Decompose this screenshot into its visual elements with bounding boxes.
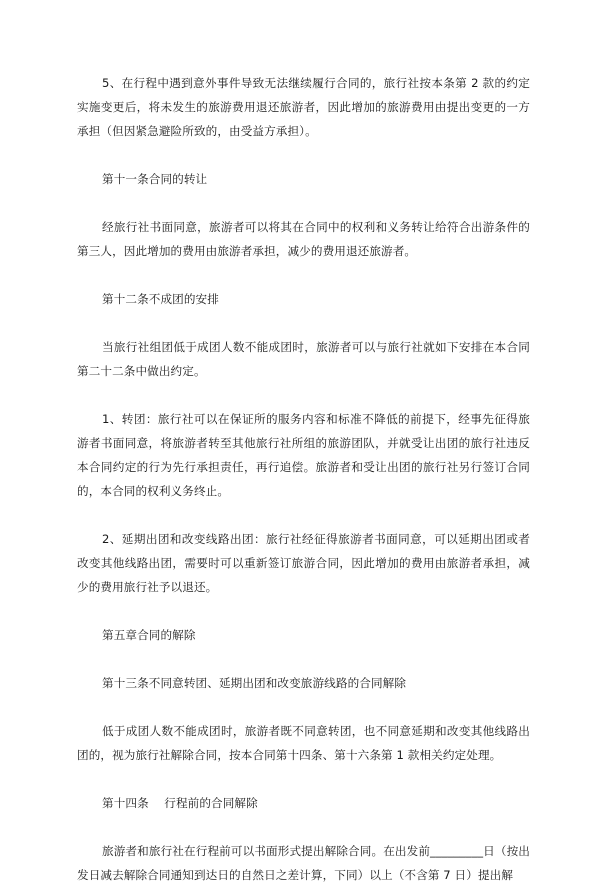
heading-chapter-5: 第五章合同的解除 bbox=[102, 628, 196, 642]
heading-article-14: 第十四条 行程前的合同解除 bbox=[102, 796, 258, 810]
paragraph-delay-route: 2、延期出团和改变线路出团：旅行社经征得旅游者书面同意，可以延期出团或者改变其他线路出团，需要时可以重新签订旅游合同，因此增加的费用由旅游者承担，减少的费用旅行社予以退还。 bbox=[77, 532, 530, 594]
paragraph-transfer-group: 1、转团：旅行社可以在保证所的服务内容和标准不降低的前提下，经事先征得旅游者书面同意，将旅游者转至其他旅行社所组的旅游团队，并就受让出团的旅行社违反本合同约定的行为先行承担责任，再行追偿。旅游者和受让出团的旅行社另行签订合同的，本合同的权利义务终止。 bbox=[77, 412, 530, 498]
heading-article-12: 第十二条不成团的安排 bbox=[102, 292, 219, 306]
heading-article-13: 第十三条不同意转团、延期出团和改变旅游线路的合同解除 bbox=[102, 676, 407, 690]
paragraph-cancel-not-agree: 低于成团人数不能成团时，旅游者既不同意转团，也不同意延期和改变其他线路出团的，视为旅行社解除合同，按本合同第十四条、第十六条第 1 款相关约定处理。 bbox=[77, 724, 530, 762]
document-body bbox=[77, 71, 530, 887]
paragraph-transfer: 经旅行社书面同意，旅游者可以将其在合同中的权利和义务转让给符合出游条件的第三人，因此增加的费用由旅游者承担，减少的费用退还旅游者。 bbox=[77, 220, 530, 258]
paragraph-not-formed: 当旅行社组团低于成团人数不能成团时，旅游者可以与旅行社就如下安排在本合同第二十二条中做出约定。 bbox=[77, 340, 530, 378]
heading-article-11: 第十一条合同的转让 bbox=[102, 172, 208, 186]
paragraph-pretrip-cancel: 旅游者和旅行社在行程前可以书面形式提出解除合同。在出发前_________日（按出发日减去解除合同通知到达日的自然日之差计算，下同）以上（不含第 7 日）提出解 bbox=[77, 844, 530, 882]
paragraph-clause-5: 5、在行程中遇到意外事件导致无法继续履行合同的，旅行社按本条第 2 款的约定实施变更后，将未发生的旅游费用退还旅游者，因此增加的旅游费用由提出变更的一方承担（但因紧急避险所致的，由受益方承担）。 bbox=[77, 76, 530, 138]
